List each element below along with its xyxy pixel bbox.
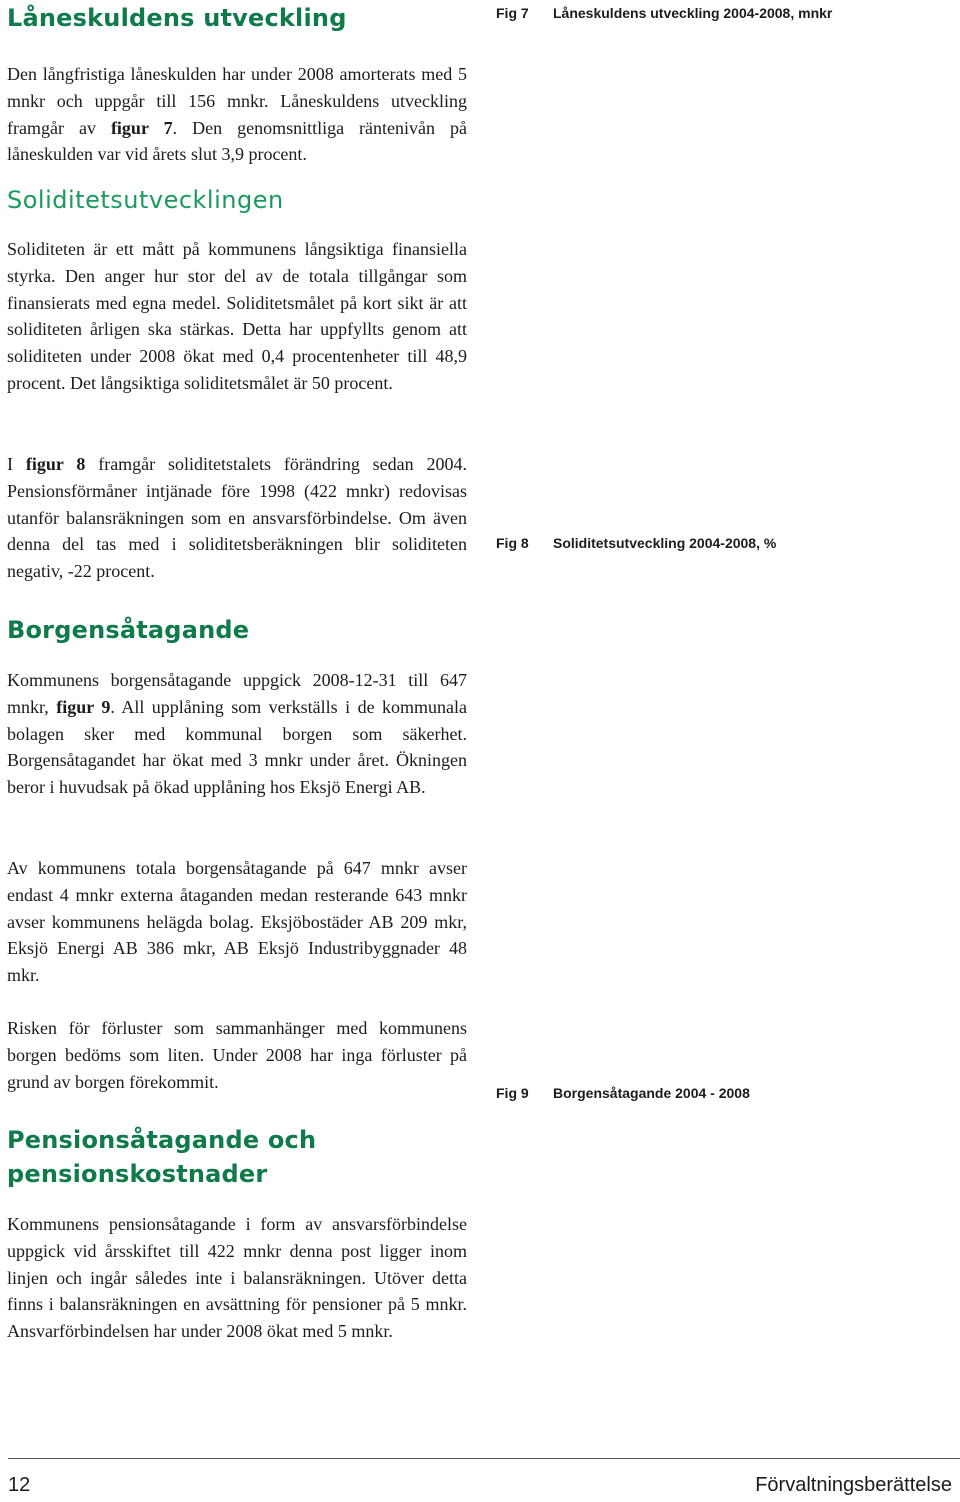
figure-caption-8 xyxy=(496,533,776,553)
paragraph-borgen-3: Risken för förluster som sammanhänger med kommunens borgen bedöms som liten. Under 2008 har inga förluster på grund av borgen förekommit. xyxy=(7,1018,467,1092)
figure-number: Fig 9 xyxy=(496,1085,529,1101)
heading-pension-line2: pensionskostnader xyxy=(7,1160,268,1188)
figure-caption-9 xyxy=(496,1083,750,1103)
paragraph-borgen-1 xyxy=(7,667,467,801)
text-run: Kommunens borgensåtagande uppgick 2008-12-31 till 647 mnkr, xyxy=(7,670,467,717)
heading-borgen: Borgensåtagande xyxy=(7,616,250,644)
figure-caption-7 xyxy=(496,3,832,23)
heading-pension-line1: Pensionsåtagande och xyxy=(7,1126,317,1154)
figure-number: Fig 7 xyxy=(496,5,529,21)
figure-title: Soliditetsutveckling 2004-2008, % xyxy=(553,535,777,551)
page-number: 12 xyxy=(8,1474,31,1496)
figure-title: Borgensåtagande 2004 - 2008 xyxy=(553,1085,750,1101)
paragraph-laneskuld xyxy=(7,61,467,168)
paragraph-soliditet-1: Soliditeten är ett mått på kommunens långsiktiga finansiella styrka. Den anger hur stor del av de totala tillgångar som finansierats med egna medel. Soliditetsmålet på kort sikt är att soliditeten årligen ska stärkas. Detta har uppfyllts genom att soliditeten under 2008 ökat med 0,4 procentenheter till 48,9 procent. Det långsiktiga soliditetsmålet är 50 procent. xyxy=(7,239,467,393)
paragraph-soliditet-2 xyxy=(7,451,467,585)
figure-reference-8: figur 8 xyxy=(25,454,86,474)
figure-number: Fig 8 xyxy=(496,535,529,551)
heading-soliditet: Soliditetsutvecklingen xyxy=(7,186,284,214)
heading-laneskuld: Låneskuldens utveckling xyxy=(7,4,347,32)
figure-title: Låneskuldens utveckling 2004-2008, mnkr xyxy=(553,5,833,21)
text-run: I xyxy=(7,454,26,474)
paragraph-borgen-2: Av kommunens totala borgensåtagande på 647 mnkr avser endast 4 mnkr externa åtaganden medan resterande 643 mnkr avser kommunens helägda bolag. Eksjöbostäder AB 209 mkr, Eksjö Energi AB 386 mkr, AB Eksjö Industribyggnader 48 mkr. xyxy=(7,858,467,986)
figure-reference-7: figur 7 xyxy=(110,117,173,138)
footer-divider xyxy=(8,1458,960,1459)
text-run: . All upplåning som verkställs i de kommunala bolagen sker med kommunal borgen som säkerhet. Borgensåtagandet har ökat med 3 mnkr under året. Ökningen beror i huvudsak på ökad upplåning hos Eksjö Energi AB. xyxy=(7,696,467,798)
text-run: . Den genomsnittliga räntenivån på låneskulden var vid årets slut 3,9 procent. xyxy=(7,117,468,165)
footer-section-name: Förvaltningsberättelse xyxy=(755,1474,952,1496)
figure-reference-9: figur 9 xyxy=(56,696,111,717)
text-run: framgår soliditetstalets förändring sedan 2004. Pensionsförmåner intjänade före 1998 (422 mnkr) redovisas utanför balansräkningen som en ansvarsförbindelse. Om även denna del tas med i soliditetsberäkningen blir soliditeten negativ, -22 procent. xyxy=(7,454,467,582)
paragraph-pension: Kommunens pensionsåtagande i form av ansvarsförbindelse uppgick vid årsskiftet till 422 mnkr denna post ligger inom linjen och ingår således inte i balansräkningen. Utöver detta finns i balansräkningen en avsättning för pensioner på 5 mnkr. Ansvarförbindelsen har under 2008 ökat med 5 mnkr. xyxy=(7,1214,467,1342)
text-run: Den långfristiga låneskulden har under 2008 amorterats med 5 mnkr och uppgår till 156 mnkr. Låneskuldens utveckling framgår av xyxy=(7,64,467,138)
